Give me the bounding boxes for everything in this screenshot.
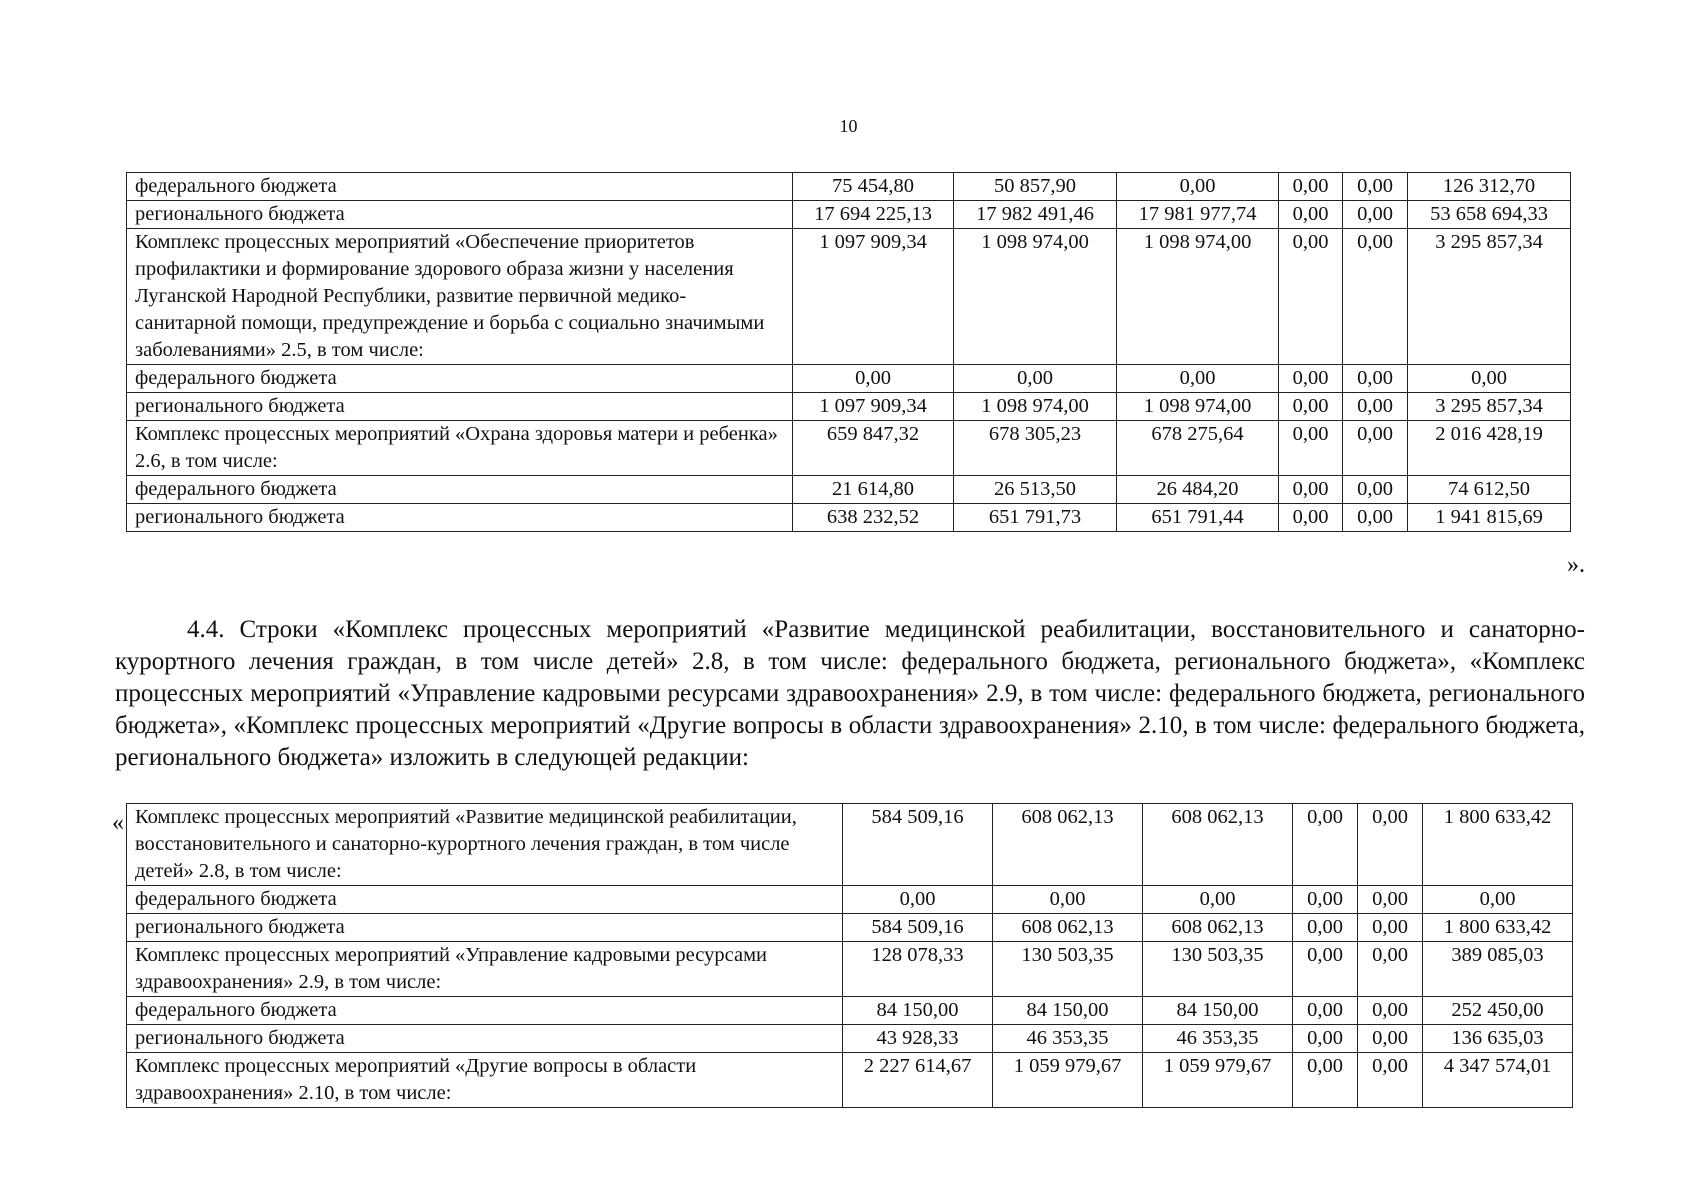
value-cell: 1 098 974,00	[954, 229, 1117, 365]
value-cell: 130 503,35	[993, 942, 1143, 997]
value-cell: 0,00	[793, 365, 954, 393]
value-cell: 0,00	[1293, 997, 1358, 1025]
value-cell: 1 098 974,00	[1117, 229, 1279, 365]
row-name-cell: Комплекс процессных мероприятий «Охрана здоровья матери и ребенка» 2.6, в том числе:	[127, 421, 793, 476]
value-cell: 0,00	[843, 886, 993, 914]
value-cell: 0,00	[954, 365, 1117, 393]
value-cell: 50 857,90	[954, 173, 1117, 201]
value-cell: 1 941 815,69	[1408, 504, 1571, 532]
row-name-cell: Комплекс процессных мероприятий «Обеспечение приоритетов профилактики и формирование здорового образа жизни у населения Луганской Народной Республики, развитие первичной медико-санитарной помощи, предупреждение и борьба с социально значимыми заболеваниями» 2.5, в том числе:	[127, 229, 793, 365]
table-row	[127, 942, 1573, 997]
value-cell: 0,00	[1358, 914, 1423, 942]
value-cell: 0,00	[1293, 914, 1358, 942]
table-row	[127, 476, 1571, 504]
value-cell: 0,00	[1117, 365, 1279, 393]
value-cell: 659 847,32	[793, 421, 954, 476]
value-cell: 0,00	[1293, 1053, 1358, 1108]
value-cell: 46 353,35	[993, 1025, 1143, 1053]
value-cell: 0,00	[1343, 393, 1408, 421]
value-cell: 651 791,44	[1117, 504, 1279, 532]
table-row	[127, 201, 1571, 229]
value-cell: 0,00	[1358, 1053, 1423, 1108]
value-cell: 678 275,64	[1117, 421, 1279, 476]
opening-quote-mark: «	[112, 810, 124, 836]
value-cell: 17 981 977,74	[1117, 201, 1279, 229]
value-cell: 128 078,33	[843, 942, 993, 997]
value-cell: 1 800 633,42	[1423, 914, 1573, 942]
row-name-cell: регионального бюджета	[127, 201, 793, 229]
value-cell: 0,00	[1408, 365, 1571, 393]
row-name-cell: федерального бюджета	[127, 886, 843, 914]
value-cell: 0,00	[1343, 365, 1408, 393]
value-cell: 0,00	[1358, 997, 1423, 1025]
value-cell: 0,00	[1423, 886, 1573, 914]
value-cell: 0,00	[1293, 942, 1358, 997]
value-cell: 651 791,73	[954, 504, 1117, 532]
value-cell: 1 059 979,67	[993, 1053, 1143, 1108]
amendment-paragraph: 4.4. Строки «Комплекс процессных мероприятий «Развитие медицинской реабилитации, восстановительного и санаторно-курортного лечения граждан, в том числе детей» 2.8, в том числе: федерального бюджета, регионального бюджета», «Комплекс процессных мероприятий «Управление кадровыми ресурсами здравоохранения» 2.9, в том числе: федерального бюджета, регионального бюджета», «Комплекс процессных мероприятий «Другие вопросы в области здравоохранения» 2.10, в том числе: федерального бюджета, регионального бюджета» изложить в следующей редакции:	[115, 616, 1585, 771]
value-cell: 3 295 857,34	[1408, 393, 1571, 421]
row-name-cell: регионального бюджета	[127, 914, 843, 942]
row-name-cell: регионального бюджета	[127, 1025, 843, 1053]
table-row	[127, 365, 1571, 393]
value-cell: 2 016 428,19	[1408, 421, 1571, 476]
row-name-cell: федерального бюджета	[127, 476, 793, 504]
value-cell: 130 503,35	[1143, 942, 1293, 997]
value-cell: 0,00	[1343, 229, 1408, 365]
value-cell: 0,00	[1117, 173, 1279, 201]
value-cell: 43 928,33	[843, 1025, 993, 1053]
closing-quote-mark: ».	[1567, 552, 1585, 578]
value-cell: 1 059 979,67	[1143, 1053, 1293, 1108]
table-row	[127, 997, 1573, 1025]
value-cell: 0,00	[1343, 173, 1408, 201]
value-cell: 608 062,13	[1143, 914, 1293, 942]
value-cell: 1 097 909,34	[793, 229, 954, 365]
value-cell: 21 614,80	[793, 476, 954, 504]
value-cell: 0,00	[1279, 476, 1343, 504]
value-cell: 0,00	[1343, 421, 1408, 476]
table-row	[127, 173, 1571, 201]
value-cell: 0,00	[1279, 421, 1343, 476]
value-cell: 0,00	[1279, 393, 1343, 421]
value-cell: 252 450,00	[1423, 997, 1573, 1025]
value-cell: 84 150,00	[1143, 997, 1293, 1025]
value-cell: 74 612,50	[1408, 476, 1571, 504]
value-cell: 17 982 491,46	[954, 201, 1117, 229]
value-cell: 584 509,16	[843, 804, 993, 886]
page-number: 10	[839, 116, 858, 136]
row-name-cell: регионального бюджета	[127, 504, 793, 532]
value-cell: 0,00	[1143, 886, 1293, 914]
row-name-cell: регионального бюджета	[127, 393, 793, 421]
table-row	[127, 886, 1573, 914]
value-cell: 0,00	[1358, 804, 1423, 886]
budget-table-2	[126, 803, 1573, 1108]
value-cell: 0,00	[1358, 942, 1423, 997]
value-cell: 0,00	[1293, 1025, 1358, 1053]
value-cell: 4 347 574,01	[1423, 1053, 1573, 1108]
value-cell: 84 150,00	[993, 997, 1143, 1025]
budget-table-1	[126, 172, 1571, 532]
value-cell: 0,00	[1279, 229, 1343, 365]
row-name-cell: федерального бюджета	[127, 997, 843, 1025]
value-cell: 0,00	[1343, 201, 1408, 229]
value-cell: 1 098 974,00	[1117, 393, 1279, 421]
table-row	[127, 504, 1571, 532]
table-row	[127, 804, 1573, 886]
row-name-cell: Комплекс процессных мероприятий «Другие вопросы в области здравоохранения» 2.10, в том числе:	[127, 1053, 843, 1108]
table-row	[127, 229, 1571, 365]
table-row	[127, 1025, 1573, 1053]
value-cell: 0,00	[1358, 886, 1423, 914]
value-cell: 46 353,35	[1143, 1025, 1293, 1053]
value-cell: 584 509,16	[843, 914, 993, 942]
row-name-cell: федерального бюджета	[127, 365, 793, 393]
value-cell: 84 150,00	[843, 997, 993, 1025]
value-cell: 608 062,13	[1143, 804, 1293, 886]
value-cell: 1 800 633,42	[1423, 804, 1573, 886]
value-cell: 75 454,80	[793, 173, 954, 201]
value-cell: 0,00	[1279, 173, 1343, 201]
value-cell: 136 635,03	[1423, 1025, 1573, 1053]
value-cell: 0,00	[1293, 804, 1358, 886]
value-cell: 0,00	[993, 886, 1143, 914]
value-cell: 0,00	[1358, 1025, 1423, 1053]
table-row	[127, 421, 1571, 476]
value-cell: 608 062,13	[993, 914, 1143, 942]
value-cell: 389 085,03	[1423, 942, 1573, 997]
value-cell: 678 305,23	[954, 421, 1117, 476]
row-name-cell: федерального бюджета	[127, 173, 793, 201]
value-cell: 2 227 614,67	[843, 1053, 993, 1108]
value-cell: 608 062,13	[993, 804, 1143, 886]
value-cell: 26 513,50	[954, 476, 1117, 504]
table-row	[127, 1053, 1573, 1108]
value-cell: 1 097 909,34	[793, 393, 954, 421]
value-cell: 0,00	[1343, 476, 1408, 504]
value-cell: 26 484,20	[1117, 476, 1279, 504]
value-cell: 126 312,70	[1408, 173, 1571, 201]
value-cell: 1 098 974,00	[954, 393, 1117, 421]
row-name-cell: Комплекс процессных мероприятий «Управление кадровыми ресурсами здравоохранения» 2.9, в том числе:	[127, 942, 843, 997]
value-cell: 0,00	[1279, 504, 1343, 532]
value-cell: 0,00	[1343, 504, 1408, 532]
value-cell: 17 694 225,13	[793, 201, 954, 229]
value-cell: 638 232,52	[793, 504, 954, 532]
value-cell: 53 658 694,33	[1408, 201, 1571, 229]
table-row	[127, 914, 1573, 942]
value-cell: 0,00	[1293, 886, 1358, 914]
value-cell: 3 295 857,34	[1408, 229, 1571, 365]
row-name-cell: Комплекс процессных мероприятий «Развитие медицинской реабилитации, восстановительного и санаторно-курортного лечения граждан, в том числе детей» 2.8, в том числе:	[127, 804, 843, 886]
value-cell: 0,00	[1279, 201, 1343, 229]
table-row	[127, 393, 1571, 421]
value-cell: 0,00	[1279, 365, 1343, 393]
